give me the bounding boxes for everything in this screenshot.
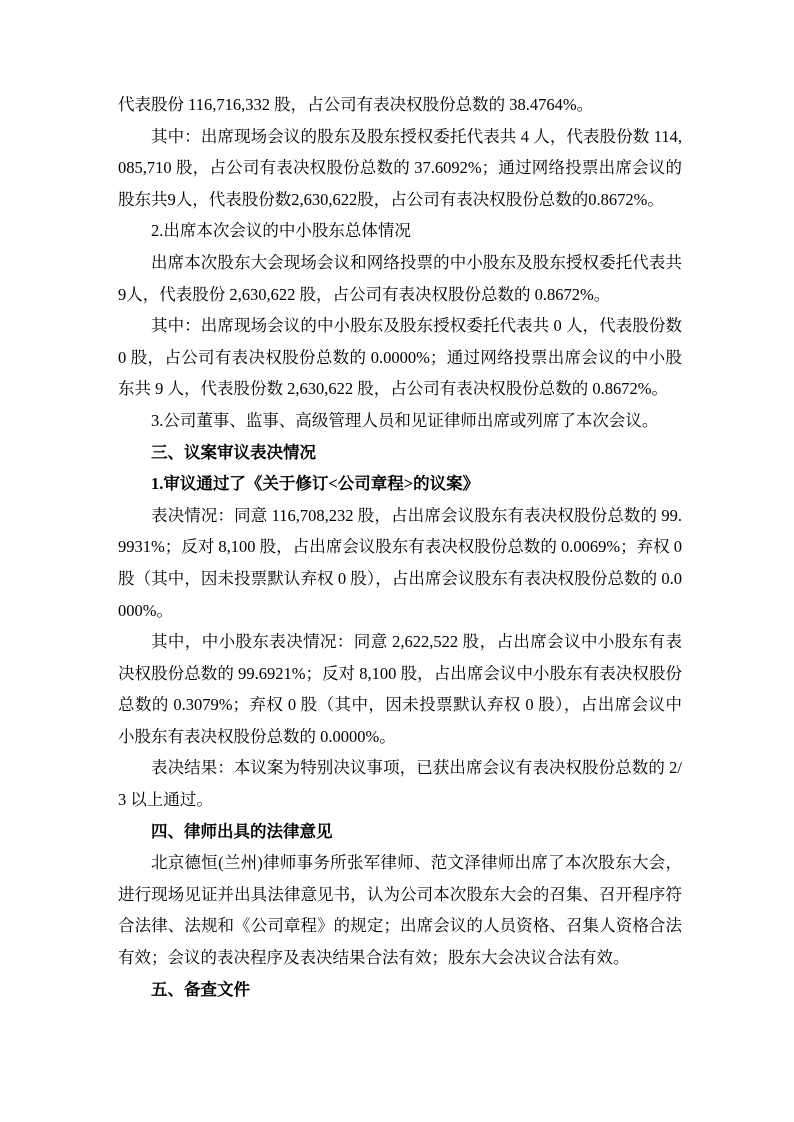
section-5-heading: 五、备查文件 — [151, 979, 250, 999]
paragraph-voting-conclusion: 表决结果：本议案为特别决议事项，已获出席会议有表决权股份总数的 2/3 以上通过。 — [118, 758, 682, 810]
paragraph-minority-overall: 出席本次股东大会现场会议和网络投票的中小股东及股东授权委托代表共9人，代表股份 2,630,622 股，占公司有表决权股份总数的 0.8672%。 — [118, 252, 682, 304]
proposal-1-heading: 1.审议通过了《关于修订<公司章程>的议案》 — [151, 474, 480, 494]
paragraph-onsite-network-breakdown: 其中：出席现场会议的股东及股东授权委托代表共 4 人，代表股份数 114,085,710 股，占公司有表决权股份总数的 37.6092%；通过网络投票出席会议的股东共9人，代表股份数2,630,622股，占公司有表决权股份总数的0.8672%。 — [118, 126, 682, 209]
item-2-minority-shareholders-title: 2.出席本次会议的中小股东总体情况 — [151, 221, 411, 241]
section-3-heading: 三、议案审议表决情况 — [151, 442, 316, 462]
paragraph-minority-voting-results: 其中，中小股东表决情况：同意 2,622,522 股，占出席会议中小股东有表决权股份总数的 99.6921%；反对 8,100 股，占出席会议中小股东有表决权股份总数的 0.3079%；弃权 0 股（其中，因未投票默认弃权 0 股），占出席会议中小股东有表决权股份总数的 0.0000%。 — [118, 632, 682, 746]
continued-paragraph-total-shares: 代表股份 116,716,332 股，占公司有表决权股份总数的 38.4764%。 — [118, 95, 594, 114]
paragraph-minority-breakdown: 其中：出席现场会议的中小股东及股东授权委托代表共 0 人，代表股份数 0 股，占公司有表决权股份总数的 0.0000%；通过网络投票出席会议的中小股东共 9 人，代表股份数 2,630,622 股，占公司有表决权股份总数的 0.8672%。 — [118, 316, 682, 399]
paragraph-voting-results: 表决情况：同意 116,708,232 股，占出席会议股东有表决权股份总数的 99.9931%；反对 8,100 股，占出席会议股东有表决权股份总数的 0.0069%；弃权 0 股（其中，因未投票默认弃权 0 股），占出席会议股东有表决权股份总数的 0.0000%。 — [118, 505, 682, 620]
paragraph-legal-opinion: 北京德恒(兰州)律师事务所张军律师、范文泽律师出席了本次股东大会，进行现场见证并出具法律意见书，认为公司本次股东大会的召集、召开程序符合法律、法规和《公司章程》的规定；出席会议的人员资格、召集人资格合法有效；会议的表决程序及表决结果合法有效；股东大会决议合法有效。 — [118, 853, 682, 968]
section-4-heading: 四、律师出具的法律意见 — [151, 821, 333, 841]
item-3-attendees: 3.公司董事、监事、高级管理人员和见证律师出席或列席了本次会议。 — [151, 410, 659, 430]
